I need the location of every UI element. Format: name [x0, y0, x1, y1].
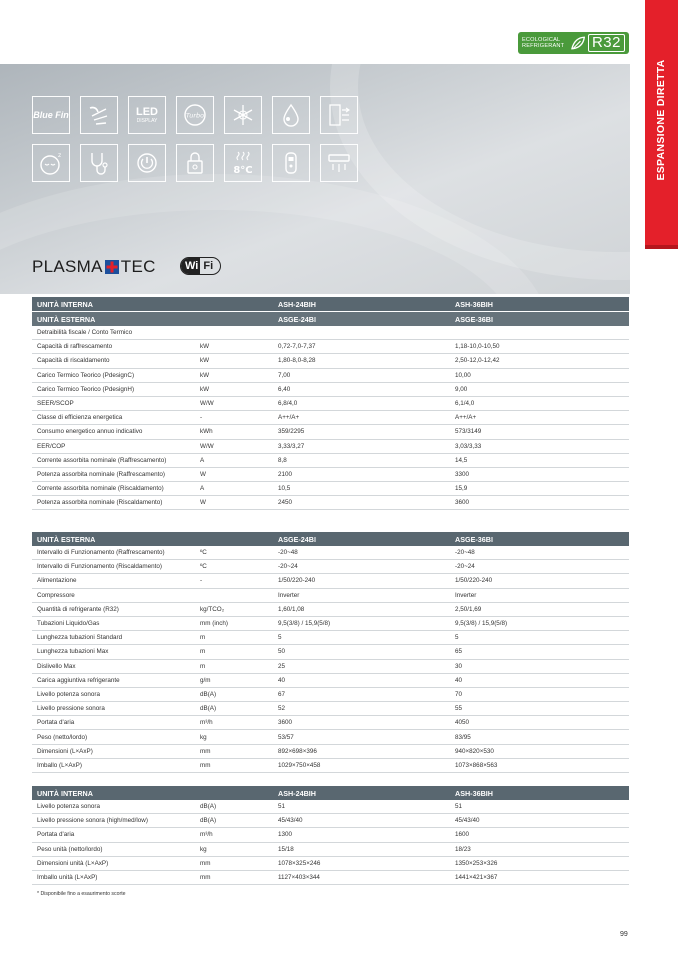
remote-control-icon: [272, 144, 310, 182]
door-airflow-icon: [320, 96, 358, 134]
table-header-row: UNITÀ INTERNA ASH-24BIH ASH-36BIH: [32, 297, 629, 311]
spec-label: Lunghezza tubazioni Standard: [37, 634, 123, 642]
svg-text:Turbo: Turbo: [185, 111, 205, 120]
spec-value-36: 9,5(3/8) / 15,9(5/8): [455, 620, 508, 628]
spec-unit: -: [200, 414, 203, 422]
spec-label: Dimensioni (L×AxP): [37, 747, 93, 755]
spec-label: Consumo energetico annuo indicativo: [37, 428, 143, 436]
spec-unit: m: [200, 634, 206, 642]
table-row: [32, 454, 629, 468]
spec-value-36: 6,1/4,0: [455, 400, 475, 408]
table-row: [32, 603, 629, 617]
spec-label: Livello potenza sonora: [37, 803, 101, 811]
hero-banner: [0, 64, 630, 294]
spec-value-36: 45/43/40: [455, 817, 480, 825]
spec-unit: kg: [200, 733, 207, 741]
spec-value-36: 18/23: [455, 845, 471, 853]
spec-value-36: 1441×421×367: [455, 874, 498, 882]
spec-value-24: 10,5: [278, 485, 291, 493]
spec-label: Capacità di riscaldamento: [37, 357, 110, 365]
spec-label: Tubazioni Liquido/Gas: [37, 620, 100, 628]
spec-value-24: 2100: [278, 470, 293, 478]
spec-unit: W/W: [200, 442, 214, 450]
child-lock-icon: [176, 144, 214, 182]
spec-value-36: 40: [455, 676, 463, 684]
spec-unit: ºC: [200, 563, 207, 571]
spec-label: Portata d'aria: [37, 831, 75, 839]
spec-value-24: 1,80-8,0-8,28: [278, 357, 316, 365]
spec-value-36: 55: [455, 705, 463, 713]
spec-value-36: 940×820×530: [455, 747, 494, 755]
table-body: [32, 326, 629, 510]
spec-unit: kW: [200, 371, 210, 379]
spec-label: SEER/SCOP: [37, 400, 74, 408]
spec-value-24: 0,72-7,0-7,37: [278, 343, 316, 351]
table-row: [32, 397, 629, 411]
spec-value-24: 2450: [278, 499, 293, 507]
spec-unit: W/W: [200, 400, 214, 408]
spec-value-36: 573/3149: [455, 428, 482, 436]
table-row: [32, 871, 629, 885]
spec-table-outdoor: [32, 532, 629, 773]
turbo-icon: [176, 96, 214, 134]
table-row: [32, 716, 629, 730]
spec-value-36: 1,18-10,0-10,50: [455, 343, 500, 351]
table-row: [32, 560, 629, 574]
spec-value-36: 70: [455, 690, 463, 698]
spec-unit: A: [200, 456, 205, 464]
spec-unit: dB(A): [200, 817, 217, 825]
spec-label: Livello potenza sonora: [37, 690, 101, 698]
spec-unit: W: [200, 470, 206, 478]
table-row: [32, 326, 629, 340]
spec-unit: mm: [200, 747, 211, 755]
spec-label: Intervallo di Funzionamento (Raffrescamento): [37, 549, 165, 557]
spec-value-24: -20~24: [278, 563, 298, 571]
spec-label: Detraibilità fiscale / Conto Termico: [37, 329, 133, 337]
wifi-logo-left: Wi: [181, 258, 200, 274]
led-display-icon: LED DISPLAY: [128, 96, 166, 134]
table-row: [32, 843, 629, 857]
spec-value-24: 53/57: [278, 733, 294, 741]
spec-table-main: [32, 297, 629, 510]
table-row: [32, 496, 629, 510]
spec-value-24: 67: [278, 690, 286, 698]
wifi-logo-right: Fi: [203, 260, 214, 272]
table-row: [32, 354, 629, 368]
table-row: [32, 369, 629, 383]
spec-value-36: 14,5: [455, 456, 468, 464]
spec-value-36: -20~24: [455, 563, 475, 571]
table-row: [32, 574, 629, 588]
sleep-mode-icon: [32, 144, 70, 182]
badge-code: R32: [588, 34, 625, 52]
spec-value-36: 65: [455, 648, 463, 656]
spec-label: Potenza assorbita nominale (Riscaldamento): [37, 499, 163, 507]
spec-unit: mm: [200, 859, 211, 867]
spec-label: EER/COP: [37, 442, 66, 450]
spec-value-24: 50: [278, 648, 286, 656]
spec-unit: dB(A): [200, 803, 217, 811]
svg-text:8°C: 8°C: [233, 165, 253, 176]
spec-value-36: 1600: [455, 831, 470, 839]
spec-label: Portata d'aria: [37, 719, 75, 727]
table-row: [32, 759, 629, 773]
spec-value-36: 30: [455, 662, 463, 670]
table-body: [32, 800, 629, 885]
table-row: [32, 800, 629, 814]
spec-unit: A: [200, 485, 205, 493]
spec-value-24: 359/2295: [278, 428, 305, 436]
spec-unit: dB(A): [200, 705, 217, 713]
table-header-row: UNITÀ ESTERNA ASGE-24BI ASGE-36BI: [32, 312, 629, 326]
spec-value-24: 51: [278, 803, 286, 811]
spec-value-36: -20~48: [455, 549, 475, 557]
table-row: [32, 425, 629, 439]
spec-value-36: Inverter: [455, 591, 477, 599]
spec-value-24: 6,40: [278, 385, 291, 393]
self-diagnosis-icon: [80, 144, 118, 182]
spec-label: Alimentazione: [37, 577, 77, 585]
spec-label: Peso (netto/lordo): [37, 733, 88, 741]
spec-unit: ºC: [200, 549, 207, 557]
spec-unit: mm: [200, 874, 211, 882]
self-clean-icon: [272, 96, 310, 134]
spec-label: Classe di efficienza energetica: [37, 414, 123, 422]
spec-unit: g/m: [200, 676, 211, 684]
table-row: [32, 411, 629, 425]
spec-value-24: 25: [278, 662, 286, 670]
spec-unit: kg/TCO₂: [200, 605, 225, 613]
table-row: [32, 688, 629, 702]
spec-value-36: 2,50-12,0-12,42: [455, 357, 500, 365]
spec-label: Carico Termico Teorico (PdesignC): [37, 371, 135, 379]
spec-label: Dislivello Max: [37, 662, 76, 670]
table-row: [32, 745, 629, 759]
footnote: * Disponibile fino a esaurimento scorte: [37, 891, 126, 897]
spec-unit: kW: [200, 385, 210, 393]
spec-value-24: 8,8: [278, 456, 287, 464]
spec-label: Livello pressione sonora: [37, 705, 105, 713]
spec-label: Lunghezza tubazioni Max: [37, 648, 109, 656]
plasma-plus-icon: [104, 259, 120, 275]
table-row: [32, 730, 629, 744]
spec-unit: m: [200, 648, 206, 656]
snowflake-icon: [224, 96, 262, 134]
table-row: [32, 468, 629, 482]
spec-label: Capacità di raffrescamento: [37, 343, 113, 351]
table-header-row: UNITÀ INTERNA ASH-24BIH ASH-36BIH: [32, 786, 629, 800]
airflow-louver-icon: [80, 96, 118, 134]
spec-label: Compressore: [37, 591, 75, 599]
side-tab-label: ESPANSIONE DIRETTA: [655, 59, 667, 181]
spec-value-24: 1029×750×458: [278, 761, 321, 769]
table-row: [32, 645, 629, 659]
table-row: [32, 617, 629, 631]
spec-label: Intervallo di Funzionamento (Riscaldamento): [37, 563, 162, 571]
plasma-tec-logo: [32, 257, 156, 277]
spec-value-24: 892×698×396: [278, 747, 317, 755]
spec-value-36: 10,00: [455, 371, 471, 379]
table-row: [32, 674, 629, 688]
svg-text:z: z: [58, 152, 62, 159]
spec-unit: m³/h: [200, 831, 213, 839]
blue-fin-icon: Blue Fin: [32, 96, 70, 134]
table-row: [32, 702, 629, 716]
follow-me-icon: [320, 144, 358, 182]
heating-8c-icon: [224, 144, 262, 182]
table-header-row: UNITÀ ESTERNA ASGE-24BI ASGE-36BI: [32, 532, 629, 546]
spec-value-36: 83/95: [455, 733, 471, 741]
badge-line-1: ECOLOGICAL: [522, 37, 561, 43]
table-row: [32, 814, 629, 828]
spec-value-36: 15,9: [455, 485, 468, 493]
spec-label: Corrente assorbita nominale (Raffrescamento): [37, 456, 167, 464]
spec-value-24: 3600: [278, 719, 293, 727]
spec-value-24: 7,00: [278, 371, 291, 379]
section-side-tab: [645, 0, 678, 245]
plasma-logo-left: PLASMA: [32, 257, 103, 276]
plasma-logo-right: TEC: [120, 257, 156, 276]
spec-value-36: A++/A+: [455, 414, 477, 422]
table-row: [32, 589, 629, 603]
spec-value-36: 1/50/220-240: [455, 577, 493, 585]
spec-unit: kWh: [200, 428, 213, 436]
spec-unit: -: [200, 577, 203, 585]
spec-value-24: 40: [278, 676, 286, 684]
table-row: [32, 828, 629, 842]
r32-refrigerant-badge: [518, 32, 629, 54]
spec-value-36: 1073×868×563: [455, 761, 498, 769]
table-row: [32, 631, 629, 645]
spec-value-36: 51: [455, 803, 463, 811]
table-row: [32, 383, 629, 397]
spec-value-24: 1300: [278, 831, 293, 839]
table-row: [32, 482, 629, 496]
spec-unit: m³/h: [200, 719, 213, 727]
spec-unit: kW: [200, 343, 210, 351]
spec-value-24: 1,60/1,08: [278, 605, 305, 613]
spec-value-36: 4050: [455, 719, 470, 727]
spec-value-24: 1078×325×246: [278, 859, 321, 867]
table-row: [32, 546, 629, 560]
spec-value-24: 9,5(3/8) / 15,9(5/8): [278, 620, 331, 628]
table-body: [32, 546, 629, 773]
table-row: [32, 340, 629, 354]
leaf-icon: [570, 35, 585, 51]
spec-value-24: 3,33/3,27: [278, 442, 305, 450]
spec-label: Imballo (L×AxP): [37, 761, 82, 769]
table-row: [32, 857, 629, 871]
spec-value-36: 2,50/1,69: [455, 605, 482, 613]
spec-label: Imballo unità (L×AxP): [37, 874, 98, 882]
wifi-logo: [180, 257, 221, 275]
spec-value-36: 1350×253×326: [455, 859, 498, 867]
spec-value-24: 5: [278, 634, 282, 642]
spec-value-24: A++/A+: [278, 414, 300, 422]
spec-label: Corrente assorbita nominale (Riscaldamento): [37, 485, 164, 493]
spec-unit: kW: [200, 357, 210, 365]
spec-value-24: 15/18: [278, 845, 294, 853]
page-number: 99: [620, 931, 628, 938]
spec-unit: mm: [200, 761, 211, 769]
spec-unit: dB(A): [200, 690, 217, 698]
spec-label: Dimensioni unità (L×AxP): [37, 859, 109, 867]
power-restart-icon: [128, 144, 166, 182]
spec-value-24: 1/50/220-240: [278, 577, 316, 585]
spec-value-24: 6,8/4,0: [278, 400, 298, 408]
spec-value-36: 3,03/3,33: [455, 442, 482, 450]
badge-caption: [522, 37, 570, 49]
spec-table-indoor: [32, 786, 629, 885]
spec-value-36: 5: [455, 634, 459, 642]
spec-label: Peso unità (netto/lordo): [37, 845, 103, 853]
spec-label: Carica aggiuntiva refrigerante: [37, 676, 120, 684]
spec-unit: m: [200, 662, 206, 670]
spec-value-36: 3300: [455, 470, 470, 478]
spec-value-36: 9,00: [455, 385, 468, 393]
feature-icons: [32, 96, 358, 182]
badge-line-2: REFRIGERANT: [522, 43, 565, 49]
spec-unit: mm (inch): [200, 620, 228, 628]
spec-unit: W: [200, 499, 206, 507]
spec-label: Carico Termico Teorico (PdesignH): [37, 385, 135, 393]
spec-label: Potenza assorbita nominale (Raffrescamento): [37, 470, 165, 478]
spec-value-24: 1127×403×344: [278, 874, 320, 882]
table-row: [32, 660, 629, 674]
spec-value-36: 3600: [455, 499, 470, 507]
spec-value-24: 52: [278, 705, 286, 713]
table-row: [32, 440, 629, 454]
spec-unit: kg: [200, 845, 207, 853]
spec-label: Livello pressione sonora (high/med/low): [37, 817, 148, 825]
spec-label: Quantità di refrigerante (R32): [37, 605, 119, 613]
spec-value-24: Inverter: [278, 591, 300, 599]
spec-value-24: 45/43/40: [278, 817, 303, 825]
spec-value-24: -20~48: [278, 549, 298, 557]
